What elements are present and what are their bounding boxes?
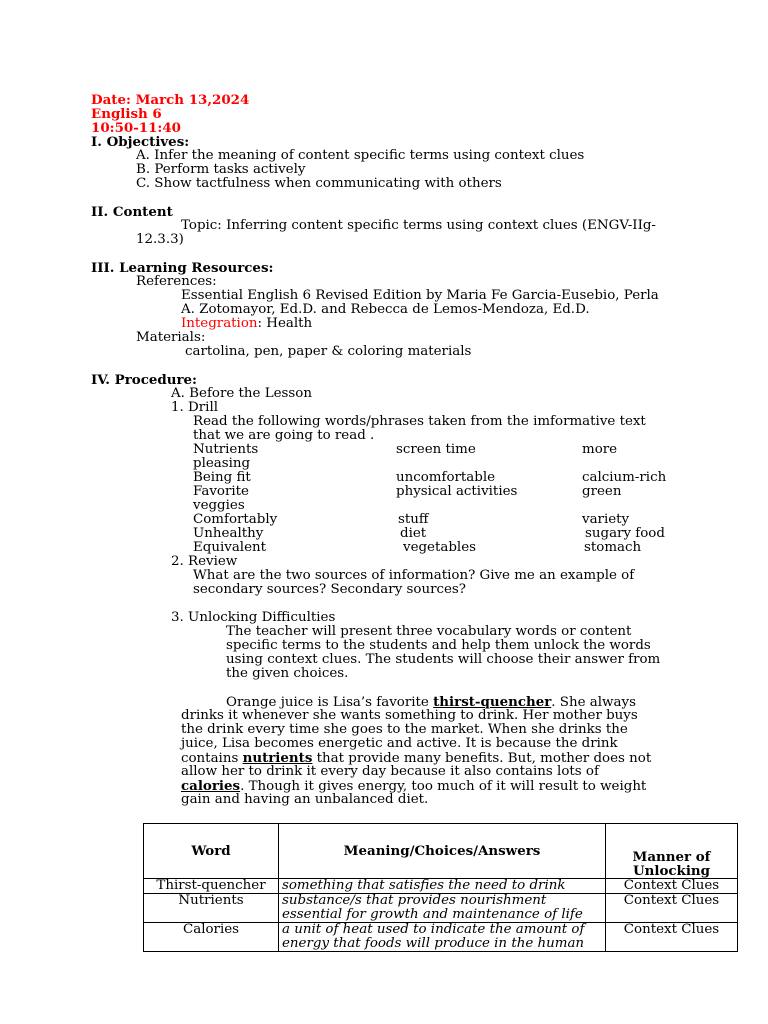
passage-line: juice, Lisa becomes energetic and active. It is because the drink (181, 736, 618, 751)
word-item: Unhealthy (193, 526, 264, 541)
integration-value: : Health (257, 316, 313, 331)
integration-line (181, 317, 312, 331)
word-item: Comfortably (193, 512, 278, 527)
lesson-subject: English 6 (91, 106, 162, 122)
content-heading: II. Content (91, 204, 173, 220)
word-item: screen time (396, 442, 476, 457)
word-item: Being fit (193, 470, 251, 485)
passage-text: Orange juice is Lisa’s favorite (226, 695, 434, 710)
word-item: vegetables (403, 540, 477, 555)
header-manner-line: Unlocking (632, 863, 711, 879)
word-item: variety (582, 512, 630, 527)
word-item: stuff (398, 512, 429, 527)
word-item: more (582, 442, 618, 457)
table-row (144, 923, 738, 952)
word-item: sugary food (585, 526, 665, 541)
manner-cell: Context Clues (606, 879, 738, 894)
table-row (144, 894, 738, 923)
unlocking-text: using context clues. The students will choose their answer from (226, 652, 661, 667)
materials-value: cartolina, pen, paper & coloring materials (185, 344, 472, 359)
header-meaning: Meaning/Choices/Answers (279, 824, 606, 879)
table-header-row (144, 824, 738, 879)
vocab-word: thirst-quencher (433, 694, 552, 710)
objectives-heading: I. Objectives: (91, 134, 190, 150)
integration-label: Integration (181, 316, 258, 331)
lesson-date: Date: March 13,2024 (91, 92, 250, 108)
meaning-line: essential for growth and maintenance of life (282, 907, 583, 922)
vocab-word: calories (181, 778, 241, 794)
procedure-heading: IV. Procedure: (91, 372, 197, 388)
word-item: Nutrients (193, 442, 259, 457)
review-label: 2. Review (171, 554, 238, 569)
word-item: veggies (193, 498, 245, 513)
references-label: References: (136, 274, 217, 289)
passage-text: that provide many benefits. But, mother does not (312, 751, 652, 766)
word-cell: Calories (144, 923, 279, 952)
objective-item: C. Show tactfulness when communicating with others (136, 176, 502, 191)
word-item: uncomfortable (396, 470, 496, 485)
passage-line: allow her to drink it every day because it also contains lots of (181, 764, 599, 779)
header-manner (606, 824, 738, 879)
header-manner-line: Manner of (632, 849, 711, 865)
meaning-line: energy that foods will produce in the human (282, 936, 585, 951)
word-cell: Nutrients (144, 894, 279, 923)
meaning-cell (279, 879, 606, 894)
drill-text: that we are going to read . (193, 428, 375, 443)
meaning-cell (279, 923, 606, 952)
word-item: green (582, 484, 622, 499)
meaning-cell (279, 894, 606, 923)
drill-text: Read the following words/phrases taken from the imformative text (193, 414, 646, 429)
objective-item: B. Perform tasks actively (136, 162, 306, 177)
materials-label: Materials: (136, 330, 206, 345)
word-item: stomach (584, 540, 642, 555)
header-word: Word (144, 824, 279, 879)
reference-line: Essential English 6 Revised Edition by Maria Fe Garcia-Eusebio, Perla (181, 288, 659, 303)
vocab-word: nutrients (242, 750, 313, 766)
passage-line: drinks it whenever she wants something to drink. Her mother buys (181, 708, 638, 723)
passage-line: the drink every time she goes to the market. When she drinks the (181, 722, 628, 737)
unlocking-text: specific terms to the students and help them unlock the words (226, 638, 651, 653)
meaning-line: something that satisfies the need to drink (282, 878, 566, 893)
drill-label: 1. Drill (171, 400, 219, 415)
manner-cell: Context Clues (606, 894, 738, 923)
unlocking-label: 3. Unlocking Difficulties (171, 610, 336, 625)
objective-item: A. Infer the meaning of content specific terms using context clues (136, 148, 585, 163)
resources-heading: III. Learning Resources: (91, 260, 274, 276)
lesson-time: 10:50-11:40 (91, 120, 181, 136)
word-item: calcium-rich (582, 470, 667, 485)
review-text: What are the two sources of information? Give me an example of (193, 568, 635, 583)
word-item: pleasing (193, 456, 251, 471)
reference-line: A. Zotomayor, Ed.D. and Rebecca de Lemos-Mendoza, Ed.D. (181, 302, 590, 317)
manner-cell: Context Clues (606, 923, 738, 952)
meaning-line: substance/s that provides nourishment (282, 893, 547, 908)
unlocking-text: The teacher will present three vocabulary words or content (226, 624, 632, 639)
passage-text: contains (181, 751, 243, 766)
meaning-line: a unit of heat used to indicate the amount of (282, 922, 585, 937)
vocabulary-table (143, 823, 738, 952)
word-item: diet (400, 526, 427, 541)
before-lesson: A. Before the Lesson (171, 386, 312, 401)
passage-text: . She always (551, 695, 636, 710)
passage-text: . Though it gives energy, too much of it will result to weight (240, 779, 647, 794)
word-cell: Thirst-quencher (144, 879, 279, 894)
word-item: Favorite (193, 484, 249, 499)
unlocking-text: the given choices. (226, 666, 349, 681)
table-row (144, 879, 738, 894)
topic-line: 12.3.3) (136, 232, 184, 247)
word-item: Equivalent (193, 540, 267, 555)
word-item: physical activities (396, 484, 518, 499)
passage-line: gain and having an unbalanced diet. (181, 792, 429, 807)
review-text: secondary sources? Secondary sources? (193, 582, 466, 597)
topic-line: Topic: Inferring content specific terms using context clues (ENGV-IIg- (181, 218, 656, 233)
